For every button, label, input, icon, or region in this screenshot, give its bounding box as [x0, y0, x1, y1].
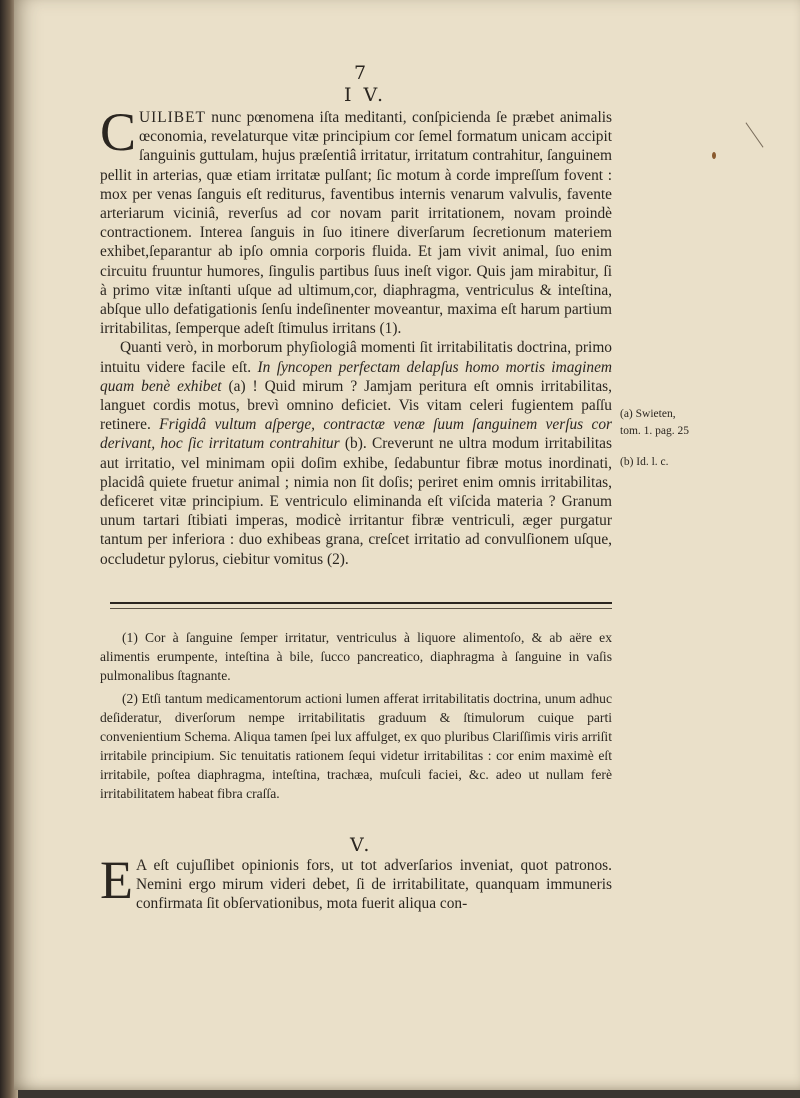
margin-note-a-ref: tom. 1. pag. 25 — [620, 425, 689, 437]
dropcap-e: E — [100, 850, 133, 910]
dropcap-c: C — [100, 102, 137, 162]
section-heading-v: V. — [350, 834, 373, 856]
paragraph-1-text: nunc pœnomena iſta meditanti, conſpicienda ſe præbet animalis œconomia, revelaturque vitæ principium cor ſemel formatum unicam accipit ſanguinis guttulam, hujus præſentiâ irritatur, irritatum contrahitur, ſanguinem pellit in arterias, quæ etiam irritatæ pulſant; ſic motum à corde impreſſum fovent : mox per venas ſanguis eſt rediturus, faventibus internis venarum valvulis, favente arteriarum viciniâ, reverſus ad cor novam parit irritationem, novam proindè contractionem. Interea ſanguis in ſuo itinere diverſarum ſecretionum materiem exhibet,ſeparantur ab ipſo omnia corporis fluida. Et jam vivit animal, ſuo enim circuitu fruuntur humores, ſingulis partibus ſuus ineſt vigor. Quis jam mirabitur, ſi à primo vitæ inſtanti uſque ad ultimum,cor, diaphragma, ventriculus & inteſtina, abſque ullo defatigationis ſenſu indeſinenter moveantur, maxima eſt harum partium irritabilitas, ſemperque adeſt ſtimulus irritans (1). — [100, 109, 612, 338]
paragraph-2 — [100, 338, 612, 568]
margin-note-b: (b) Id. l. c. — [620, 456, 669, 468]
paragraph-1 — [100, 102, 612, 338]
margin-note-a: (a) Swieten, — [620, 408, 676, 420]
section-heading-iv: I V. — [344, 84, 386, 106]
section-v-body — [100, 850, 612, 914]
paragraph-3 — [100, 850, 612, 914]
paragraph-2-italic-1: In ſyncopen perfectam delapſus homo mortis imaginem quam benè exhibet — [100, 358, 613, 395]
footnotes — [100, 628, 612, 807]
section-iv-body — [100, 102, 613, 569]
footnote-1: (1) Cor à ſanguine ſemper irritatur, ventriculus à liquore alimentoſo, & ab aëre ex alimentis erumpente, inteſtina à bile, ſucco pancreatico, diaphragma à ſanguine in vaſis pulmonalibus ſtagnante. — [100, 630, 612, 683]
paragraph-2-rest: (b). Creverunt ne ultra modum irritabilitas aut irritatio, vel minimam opii doſim exhibe, ſedabuntur fibræ motus inordinati, placidâ quiete fruetur animal ; nimia non ſit doſis; periret enim omnis irritabilitas, deficeret vitæ principium. E ventriculo eliminanda eſt viſcida materia ? Granum unum tartari ſtibiati imperas, modicè irritantur fibræ ventriculi, æger purgatur tantum per inferiora : duo exhibeas grana, creſcet irritatio ad convulſionem uſque, occludetur pylorus, ciebitur vomitus (2). — [100, 435, 612, 568]
paragraph-2-italic-2: Frigidâ vultum aſperge, contractæ venæ ſuum ſanguinem verſus cor derivant, hoc ſic irritatum contrahitur — [100, 416, 612, 453]
paper-stain — [712, 152, 716, 159]
footnote-divider — [110, 602, 612, 604]
page-number: 7 — [354, 62, 367, 84]
book-page — [14, 0, 800, 1090]
paragraph-3-text: A eſt cujuſlibet opinionis fors, ut tot adverſarios inveniat, quot patronos. Nemini ergo mirum videri debet, ſi de irritabilitate, quanquam immuneris confirmata ſit obſervationibus, mota fuerit aliqua con- — [136, 857, 612, 913]
footnote-divider-thin — [110, 608, 612, 609]
footnote-2: (2) Etſi tantum medicamentorum actioni lumen afferat irritabilitatis doctrina, unum adhuc deſideratur, diverſorum nempe irritabilitatis graduum & ſtimulorum cuique parti convenientium Schema. Aliqua tamen ſpei lux affulget, ex quo pluribus Clariſſimis viris arriſit irritabile principium. Sic tenuitatis rationem ſequi videtur irritabilitas : cor enim maximè eſt irritabile, poſtea diaphragma, inteſtina, trachæa, muſculi faciei, &c. adeo ut nullam ferè irritabilitatem habeat fibra craſſa. — [100, 691, 612, 801]
paragraph-2-mid: (a) ! Quid mirum ? Jamjam peritura eſt omnis irritabilitas, languet cordis motus, brevì omnino deficiet. Vis vitam celeri fugientem paſſu retinere. — [100, 377, 612, 434]
paper-mark — [745, 122, 763, 147]
paragraph-2-start: Quanti verò, in morborum phyſiologiâ momenti ſit irritabilitatis doctrina, primo intuitu videre facile eſt. — [100, 339, 612, 376]
first-word: UILIBET — [139, 109, 206, 126]
